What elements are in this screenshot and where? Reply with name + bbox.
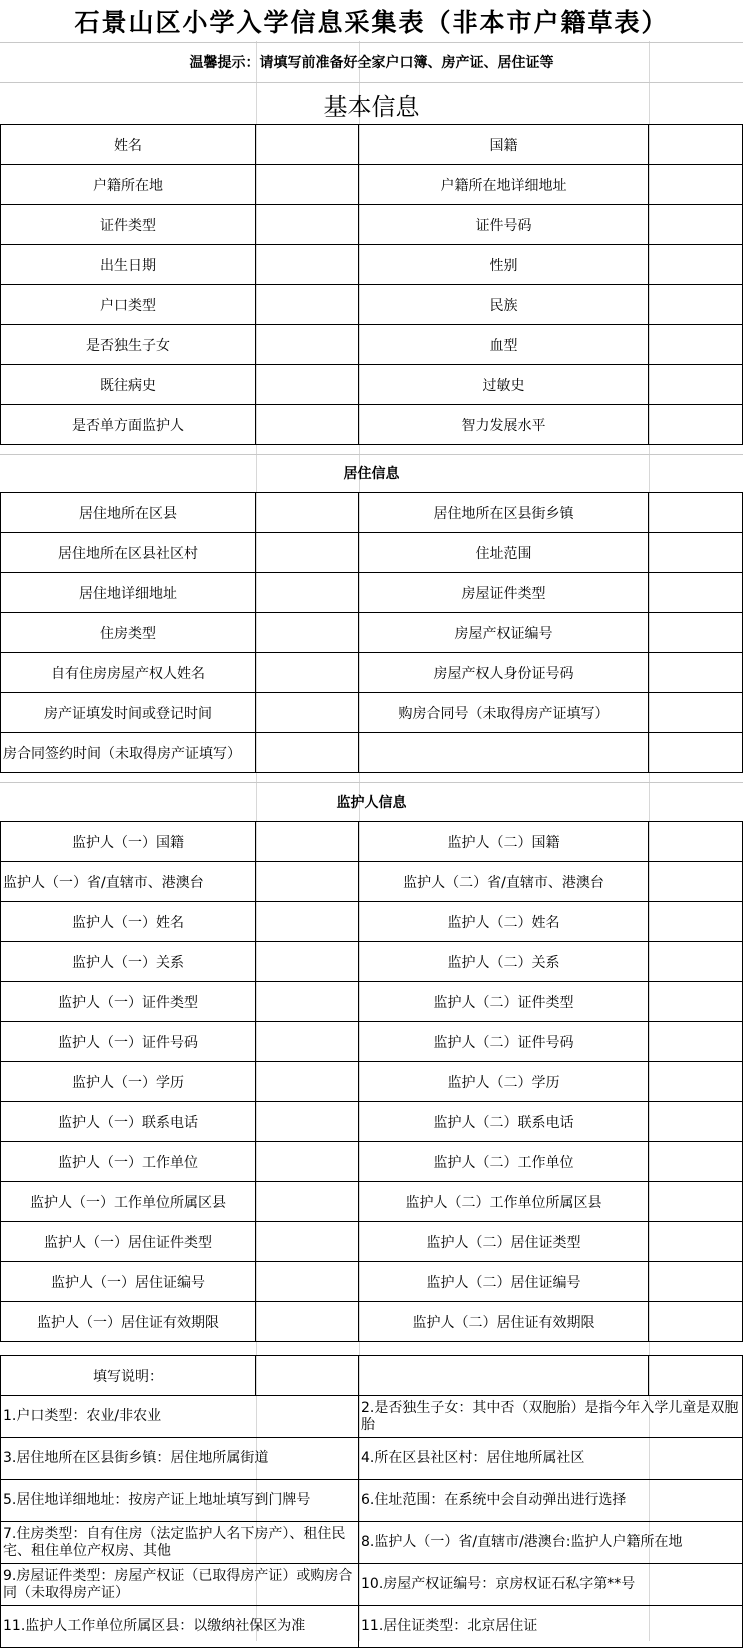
field-label: 户籍所在地	[0, 165, 256, 204]
field-value-input[interactable]	[649, 1262, 743, 1301]
residence-info-row	[0, 733, 743, 773]
field-label: 居住地详细地址	[0, 573, 256, 612]
field-label: 居住地所在区县街乡镇	[359, 493, 649, 532]
field-label: 户口类型	[0, 285, 256, 324]
note-text: 4.所在区县社区村：居住地所属社区	[359, 1438, 743, 1479]
field-value-input[interactable]	[649, 1302, 743, 1341]
field-label: 国籍	[359, 125, 649, 164]
field-value-input[interactable]	[649, 1182, 743, 1221]
field-label: 监护人（一）证件号码	[0, 1022, 256, 1061]
field-label: 出生日期	[0, 245, 256, 284]
field-value-input[interactable]	[649, 165, 743, 204]
field-value-input[interactable]	[649, 533, 743, 572]
field-label: 血型	[359, 325, 649, 364]
field-value-input[interactable]	[256, 125, 359, 164]
note-row	[0, 1396, 743, 1438]
note-row	[0, 1480, 743, 1522]
empty-cell	[649, 1356, 743, 1395]
guardian-info-row	[0, 982, 743, 1022]
note-text: 3.居住地所在区县街乡镇：居住地所属街道	[0, 1438, 359, 1479]
field-value-input[interactable]	[649, 822, 743, 861]
field-value-input[interactable]	[256, 1022, 359, 1061]
guardian-info-row	[0, 1182, 743, 1222]
field-value-input[interactable]	[256, 245, 359, 284]
field-value-input[interactable]	[256, 493, 359, 532]
field-value-input[interactable]	[649, 942, 743, 981]
field-value-input[interactable]	[256, 573, 359, 612]
residence-info-row	[0, 493, 743, 533]
field-label: 户籍所在地详细地址	[359, 165, 649, 204]
basic-info-row	[0, 325, 743, 365]
field-label: 智力发展水平	[359, 405, 649, 444]
field-label: 监护人（二）证件类型	[359, 982, 649, 1021]
note-text: 1.户口类型：农业/非农业	[0, 1396, 359, 1437]
field-label: 既往病史	[0, 365, 256, 404]
residence-info-row	[0, 653, 743, 693]
field-value-input[interactable]	[256, 165, 359, 204]
field-value-input[interactable]	[649, 245, 743, 284]
field-label	[359, 733, 649, 772]
guardian-info-row	[0, 902, 743, 942]
guardian-info-row	[0, 1142, 743, 1182]
field-label: 是否独生子女	[0, 325, 256, 364]
basic-info-row	[0, 165, 743, 205]
guardian-info-row	[0, 1222, 743, 1262]
field-value-input[interactable]	[256, 1142, 359, 1181]
field-label: 监护人（一）姓名	[0, 902, 256, 941]
notes-table	[0, 1355, 743, 1648]
field-value-input[interactable]	[649, 653, 743, 692]
field-label: 是否单方面监护人	[0, 405, 256, 444]
basic-info-row	[0, 285, 743, 325]
field-label: 监护人（一）证件类型	[0, 982, 256, 1021]
field-label: 监护人（一）国籍	[0, 822, 256, 861]
field-value-input[interactable]	[649, 493, 743, 532]
field-label: 证件号码	[359, 205, 649, 244]
field-value-input[interactable]	[256, 822, 359, 861]
basic-info-row	[0, 405, 743, 445]
field-label: 监护人（一）学历	[0, 1062, 256, 1101]
field-label: 监护人（一）工作单位所属区县	[0, 1182, 256, 1221]
field-label: 监护人（二）关系	[359, 942, 649, 981]
field-value-input[interactable]	[256, 285, 359, 324]
field-value-input[interactable]	[256, 405, 359, 444]
field-value-input[interactable]	[649, 125, 743, 164]
field-label: 自有住房房屋产权人姓名	[0, 653, 256, 692]
field-label: 民族	[359, 285, 649, 324]
field-label: 证件类型	[0, 205, 256, 244]
notes-header-row	[0, 1356, 743, 1396]
basic-info-row	[0, 245, 743, 285]
note-row	[0, 1564, 743, 1606]
field-value-input[interactable]	[649, 862, 743, 901]
field-value-input[interactable]	[256, 1062, 359, 1101]
field-value-input[interactable]	[649, 902, 743, 941]
grid-line	[0, 82, 743, 83]
field-value-input[interactable]	[256, 1302, 359, 1341]
field-label: 房屋产权证编号	[359, 613, 649, 652]
note-text: 5.居住地详细地址：按房产证上地址填写到门牌号	[0, 1480, 359, 1521]
field-value-input[interactable]	[649, 982, 743, 1021]
note-text: 11.居住证类型：北京居住证	[359, 1606, 743, 1647]
field-label: 过敏史	[359, 365, 649, 404]
field-value-input[interactable]	[649, 1022, 743, 1061]
section-basic-info: 基本信息	[323, 92, 420, 121]
basic-info-row	[0, 205, 743, 245]
note-text: 9.房屋证件类型：房屋产权证（已取得房产证）或购房合同（未取得房产证）	[0, 1564, 359, 1605]
field-label: 房产证填发时间或登记时间	[0, 693, 256, 732]
field-value-input[interactable]	[649, 1222, 743, 1261]
guardian-info-row	[0, 1262, 743, 1302]
field-label: 居住地所在区县	[0, 493, 256, 532]
field-value-input[interactable]	[256, 325, 359, 364]
field-label: 监护人（二）学历	[359, 1062, 649, 1101]
reminder-tip: 温馨提示：请填写前准备好全家户口簿、房产证、居住证等	[189, 55, 554, 71]
field-label: 监护人（一）居住证有效期限	[0, 1302, 256, 1341]
note-text: 10.房屋产权证编号：京房权证石私字第**号	[359, 1564, 743, 1605]
guardian-info-row	[0, 862, 743, 902]
note-row	[0, 1606, 743, 1648]
field-value-input[interactable]	[649, 285, 743, 324]
field-value-input[interactable]	[256, 653, 359, 692]
notes-label: 填写说明：	[0, 1356, 256, 1395]
field-label: 居住地所在区县社区村	[0, 533, 256, 572]
field-value-input[interactable]	[649, 1102, 743, 1141]
field-label: 住址范围	[359, 533, 649, 572]
field-value-input[interactable]	[649, 693, 743, 732]
field-value-input[interactable]	[649, 613, 743, 652]
guardian-info-row	[0, 1062, 743, 1102]
residence-info-row	[0, 573, 743, 613]
residence-info-row	[0, 613, 743, 653]
field-value-input[interactable]	[649, 573, 743, 612]
field-value-input[interactable]	[256, 533, 359, 572]
field-label: 性别	[359, 245, 649, 284]
field-value-input[interactable]	[256, 613, 359, 652]
basic-info-table	[0, 124, 743, 445]
field-value-input[interactable]	[256, 902, 359, 941]
residence-info-table	[0, 492, 743, 773]
note-row	[0, 1522, 743, 1564]
field-label: 监护人（二）工作单位	[359, 1142, 649, 1181]
note-text: 8.监护人（一）省/直辖市/港澳台:监护人户籍所在地	[359, 1522, 743, 1563]
empty-cell	[256, 1356, 359, 1395]
field-label: 监护人（二）证件号码	[359, 1022, 649, 1061]
guardian-info-row	[0, 1102, 743, 1142]
field-label: 监护人（二）居住证类型	[359, 1222, 649, 1261]
field-value-input[interactable]	[256, 1182, 359, 1221]
field-value-input[interactable]	[649, 325, 743, 364]
field-label: 监护人（二）国籍	[359, 822, 649, 861]
field-label: 住房类型	[0, 613, 256, 652]
form-title: 石景山区小学入学信息采集表（非本市户籍草表）	[0, 0, 743, 41]
field-value-input[interactable]	[649, 1142, 743, 1181]
field-value-input[interactable]	[256, 942, 359, 981]
note-text: 2.是否独生子女：其中否（双胞胎）是指今年入学儿童是双胞胎	[359, 1396, 743, 1437]
field-value-input[interactable]	[256, 1222, 359, 1261]
field-label: 房合同签约时间（未取得房产证填写）	[0, 733, 256, 772]
residence-info-row	[0, 533, 743, 573]
basic-info-row	[0, 125, 743, 165]
field-value-input[interactable]	[649, 365, 743, 404]
field-label: 监护人（二）联系电话	[359, 1102, 649, 1141]
field-value-input[interactable]	[256, 862, 359, 901]
field-label: 监护人（一）省/直辖市、港澳台	[0, 862, 256, 901]
section-guardian-info: 监护人信息	[336, 794, 407, 811]
field-value-input[interactable]	[256, 733, 359, 772]
field-label: 监护人（一）关系	[0, 942, 256, 981]
field-value-input[interactable]	[649, 205, 743, 244]
basic-info-row	[0, 365, 743, 405]
guardian-info-row	[0, 1302, 743, 1342]
field-label: 监护人（一）居住证件类型	[0, 1222, 256, 1261]
field-label: 监护人（二）居住证编号	[359, 1262, 649, 1301]
field-value-input[interactable]	[649, 405, 743, 444]
note-text: 7.住房类型：自有住房（法定监护人名下房产）、租住民宅、租住单位产权房、其他	[0, 1522, 359, 1563]
field-label: 房屋证件类型	[359, 573, 649, 612]
field-label: 购房合同号（未取得房产证填写）	[359, 693, 649, 732]
field-label: 房屋产权人身份证号码	[359, 653, 649, 692]
field-label: 监护人（二）姓名	[359, 902, 649, 941]
field-value-input[interactable]	[256, 1262, 359, 1301]
residence-info-row	[0, 693, 743, 733]
field-label: 监护人（二）居住证有效期限	[359, 1302, 649, 1341]
note-text: 6.住址范围：在系统中会自动弹出进行选择	[359, 1480, 743, 1521]
field-value-input[interactable]	[256, 693, 359, 732]
field-value-input[interactable]	[256, 205, 359, 244]
field-value-input[interactable]	[649, 733, 743, 772]
note-row	[0, 1438, 743, 1480]
guardian-info-row	[0, 1022, 743, 1062]
field-label: 监护人（一）联系电话	[0, 1102, 256, 1141]
guardian-info-table	[0, 821, 743, 1342]
field-label: 监护人（一）工作单位	[0, 1142, 256, 1181]
empty-cell	[359, 1356, 649, 1395]
field-label: 监护人（二）工作单位所属区县	[359, 1182, 649, 1221]
field-value-input[interactable]	[649, 1062, 743, 1101]
field-value-input[interactable]	[256, 1102, 359, 1141]
field-label: 姓名	[0, 125, 256, 164]
field-label: 监护人（二）省/直辖市、港澳台	[359, 862, 649, 901]
field-label: 监护人（一）居住证编号	[0, 1262, 256, 1301]
field-value-input[interactable]	[256, 365, 359, 404]
guardian-info-row	[0, 942, 743, 982]
section-residence-info: 居住信息	[343, 466, 400, 482]
guardian-info-row	[0, 822, 743, 862]
note-text: 11.监护人工作单位所属区县：以缴纳社保区为准	[0, 1606, 359, 1647]
field-value-input[interactable]	[256, 982, 359, 1021]
